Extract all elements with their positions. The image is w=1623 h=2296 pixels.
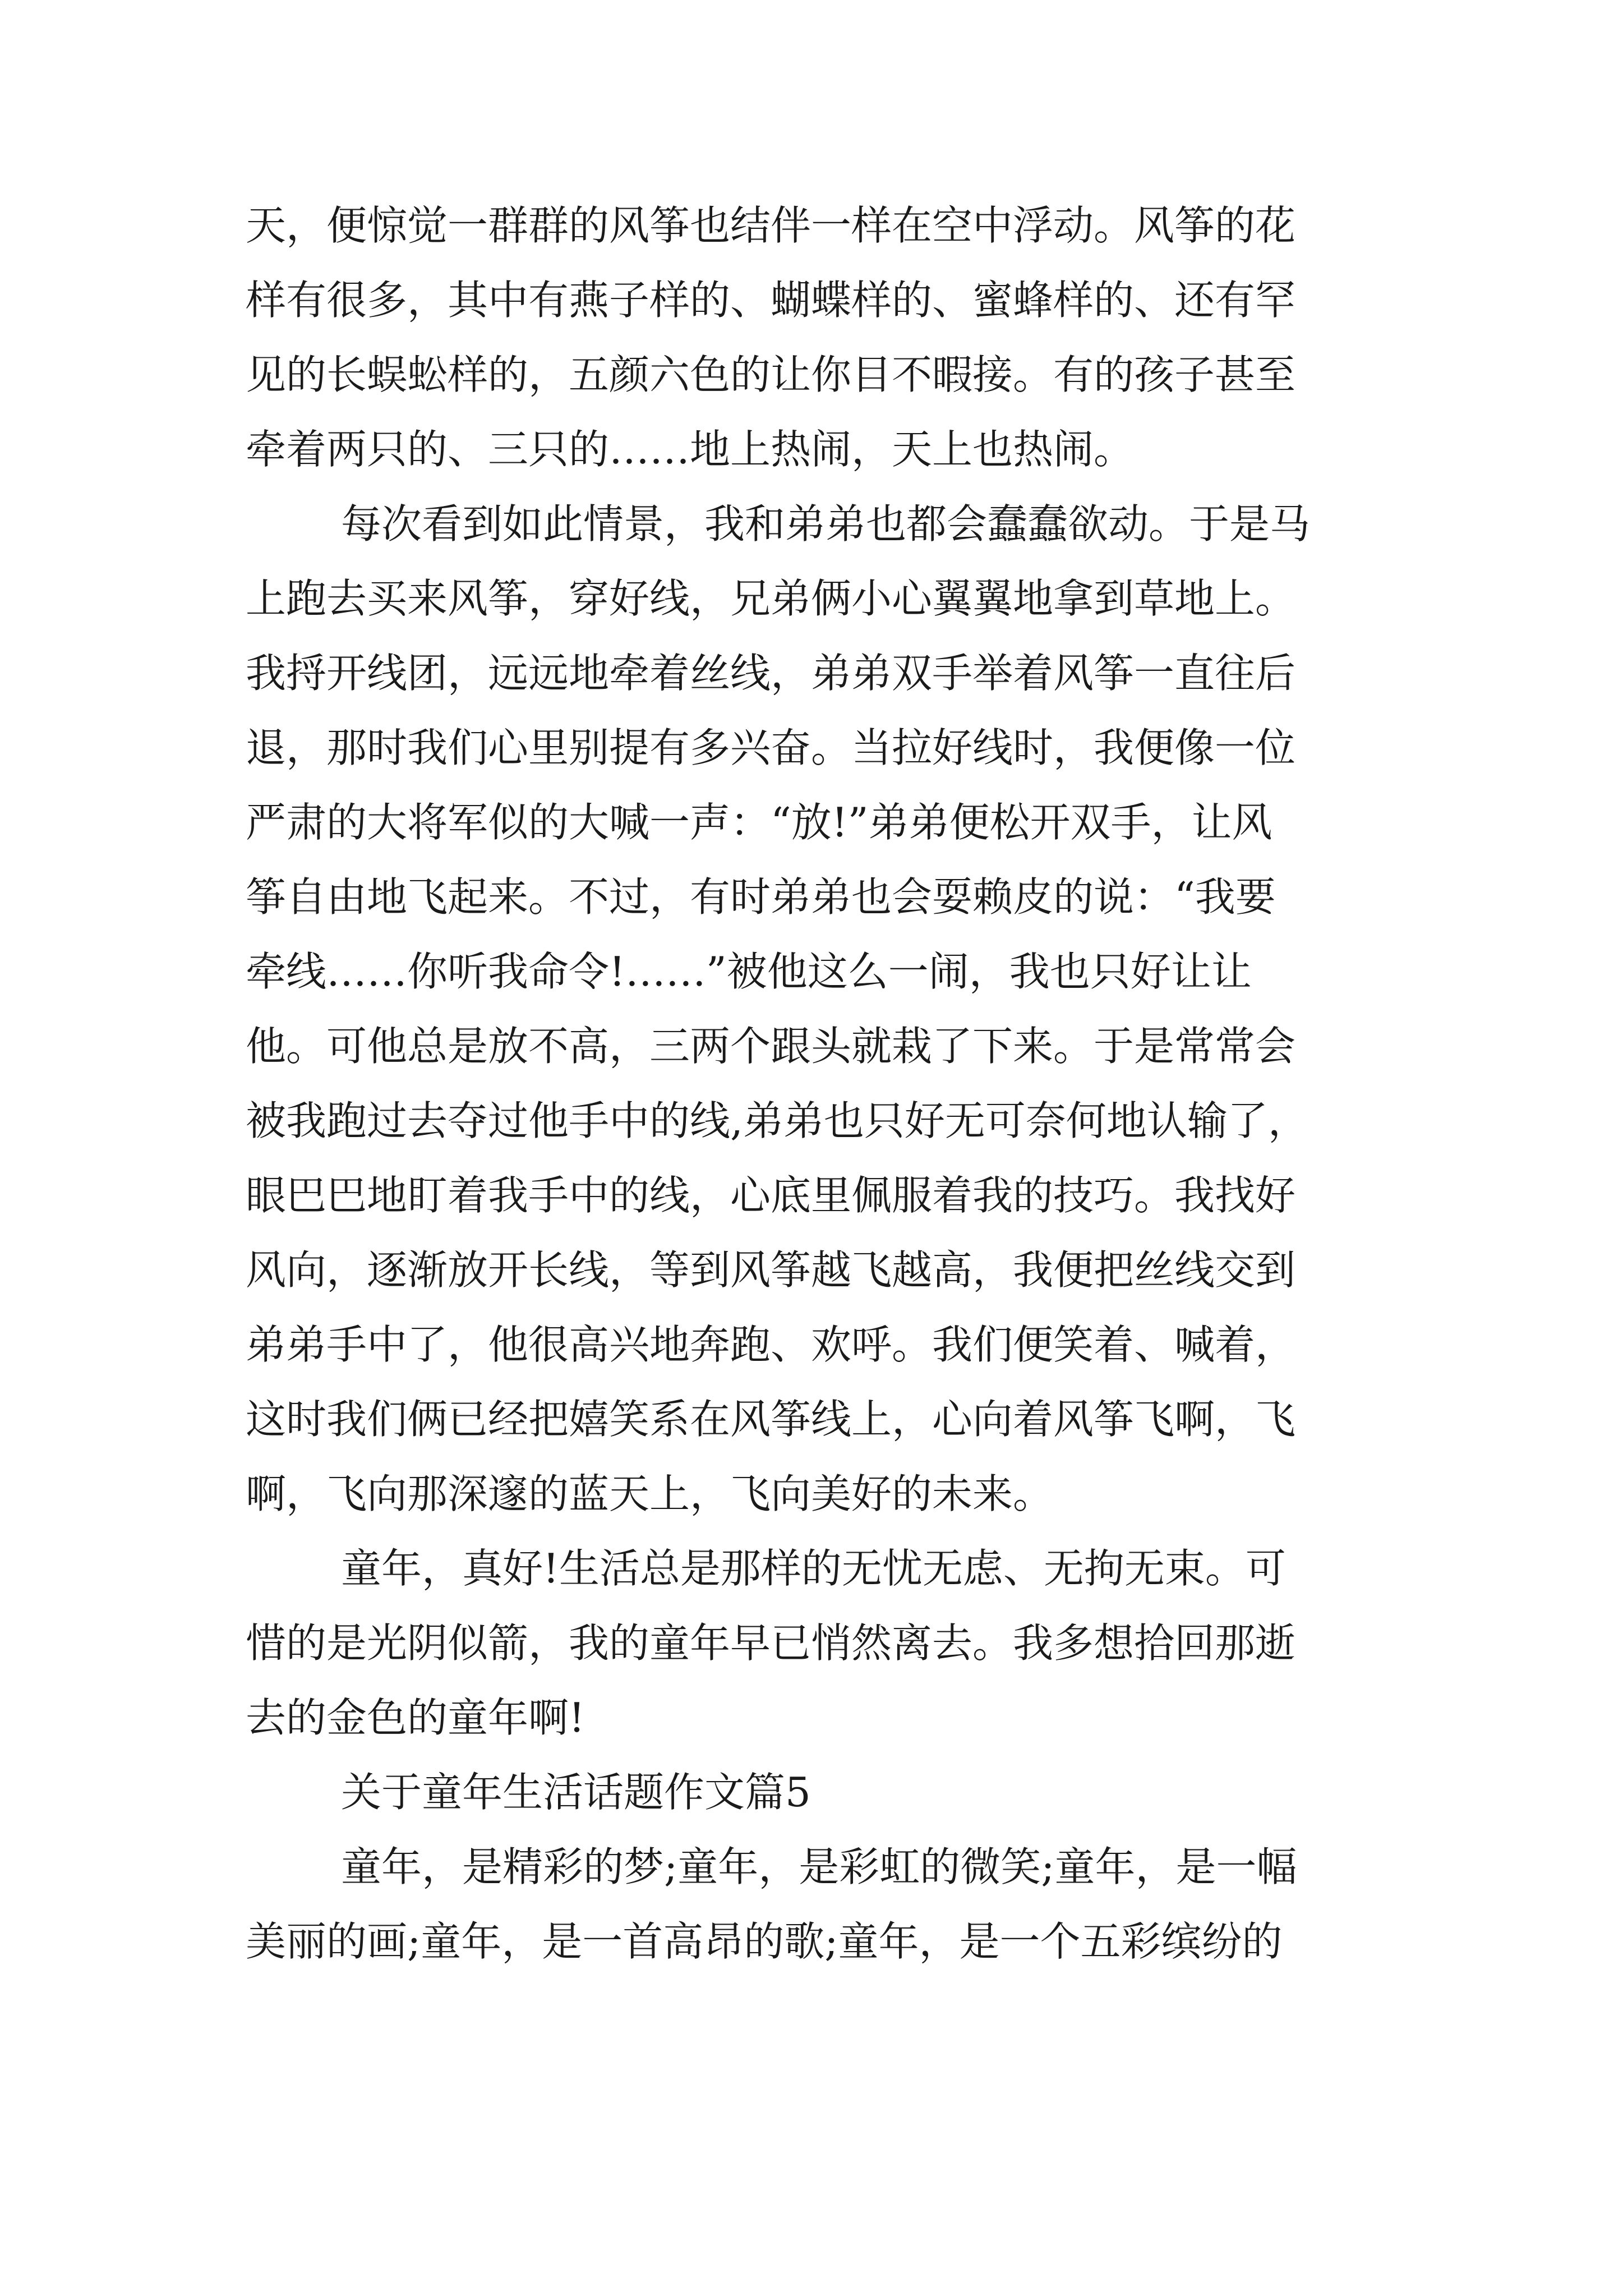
text-line: 风向，逐渐放开长线，等到风筝越飞越高，我便把丝线交到	[246, 1246, 1296, 1294]
text-line: 童年，是精彩的梦;童年，是彩虹的微笑;童年，是一幅	[341, 1843, 1297, 1890]
text-line: 牵线……你听我命令!……”被他这么一闹，我也只好让让	[246, 948, 1252, 995]
text-line: 惜的是光阴似箭，我的童年早已悄然离去。我多想拾回那逝	[246, 1619, 1296, 1667]
text-line: 被我跑过去夺过他手中的线,弟弟也只好无可奈何地认输了，	[246, 1097, 1308, 1144]
text-line: 样有很多，其中有燕子样的、蝴蝶样的、蜜蜂样的、还有罕	[246, 277, 1296, 324]
paragraph	[246, 1755, 1390, 1830]
text-line: 见的长蜈蚣样的，五颜六色的让你目不暇接。有的孩子甚至	[246, 351, 1296, 398]
text-line: 退，那时我们心里别提有多兴奋。当拉好线时，我便像一位	[246, 724, 1296, 771]
text-line: 童年，真好!生活总是那样的无忧无虑、无拘无束。可	[341, 1545, 1286, 1592]
text-line: 严肃的大将军似的大喊一声：“放!”弟弟便松开双手，让风	[246, 799, 1272, 846]
text-line: 这时我们俩已经把嬉笑系在风筝线上，心向着风筝飞啊，飞	[246, 1396, 1296, 1443]
text-line: 筝自由地飞起来。不过，有时弟弟也会耍赖皮的说：“我要	[246, 873, 1276, 921]
text-line: 去的金色的童年啊!	[246, 1694, 585, 1741]
paragraph	[246, 1531, 1390, 1755]
text-line: 天，便惊觉一群群的风筝也结伴一样在空中浮动。风筝的花	[246, 202, 1296, 249]
text-line: 上跑去买来风筝，穿好线，兄弟俩小心翼翼地拿到草地上。	[246, 575, 1296, 622]
text-line: 弟弟手中了，他很高兴地奔跑、欢呼。我们便笑着、喊着，	[246, 1321, 1296, 1368]
document-body	[246, 188, 1390, 1979]
text-line: 关于童年生活话题作文篇5	[341, 1769, 811, 1816]
text-line: 啊，飞向那深邃的蓝天上，飞向美好的未来。	[246, 1470, 1054, 1517]
paragraph	[246, 1830, 1390, 1979]
paragraph	[246, 487, 1390, 1531]
text-line: 他。可他总是放不高，三两个跟头就栽了下来。于是常常会	[246, 1023, 1296, 1070]
text-line: 美丽的画;童年，是一首高昂的歌;童年，是一个五彩缤纷的	[246, 1918, 1283, 1965]
text-line: 每次看到如此情景，我和弟弟也都会蠢蠢欲动。于是马	[341, 500, 1311, 547]
text-line: 眼巴巴地盯着我手中的线，心底里佩服着我的技巧。我找好	[246, 1172, 1296, 1219]
paragraph	[246, 188, 1390, 487]
text-line: 我捋开线团，远远地牵着丝线，弟弟双手举着风筝一直往后	[246, 650, 1296, 697]
text-line: 牵着两只的、三只的……地上热闹，天上也热闹。	[246, 426, 1135, 473]
